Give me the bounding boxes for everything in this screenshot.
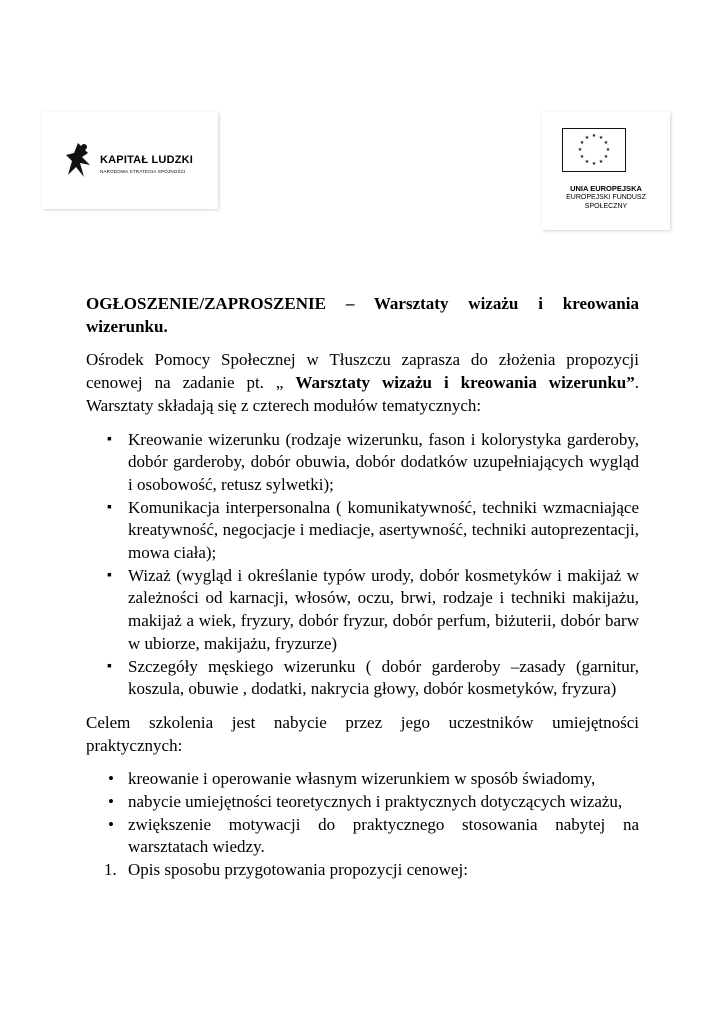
intro-paragraph [86,349,639,417]
module-item: ▪ Wizaż (wygląd i określanie typów urody, dobór kosmetyków i makijaż w zależności od karnacji, włosów, oczu, brwi, rodzaje i techniki makijażu, makijaż a wiek, fryzury, dobór fryzur, dobór perfum, biżuterii, dobór barw w ubiorze, makijażu, fryzurze) [86,565,639,656]
svg-text:★: ★ [584,135,590,141]
eu-line-2: EUROPEJSKI FUNDUSZ [566,194,646,201]
goal-item: • kreowanie i operowanie własnym wizerunkiem w sposób świadomy, [86,768,639,791]
eu-logo [542,112,670,230]
module-item: ▪ Kreowanie wizerunku (rodzaje wizerunku, fason i kolorystyka garderoby, dobór garderoby, dobór obuwia, dobór dodatków uzupełniających wygląd i osobowość, retusz sylwetki); [86,429,639,497]
goal-item: • zwiększenie motywacji do praktycznego stosowania nabytej na warsztatach wiedzy. [86,814,639,859]
svg-text:★: ★ [577,147,583,153]
svg-text:★: ★ [603,154,609,160]
goals-list [86,768,639,859]
kapital-ludzki-emblem-icon [64,141,92,181]
logo-left-subtitle: NARODOWA STRATEGIA SPÓJNOŚCI [100,169,186,174]
intro-text-2: . Warsztaty składają się z czterech modułów tematycznych: [86,373,639,415]
numbered-list [86,859,639,882]
logo-left-title: KAPITAŁ LUDZKI [100,154,194,166]
svg-text:★: ★ [591,133,597,139]
goal-paragraph: Celem szkolenia jest nabycie przez jego uczestników umiejętności praktycznych: [86,712,639,755]
goal-item: • nabycie umiejętności teoretycznych i praktycznych dotyczących wizażu, [86,791,639,814]
numbered-item [86,859,639,882]
svg-text:★: ★ [579,154,585,160]
svg-text:★: ★ [605,147,611,153]
eu-logo-text [542,184,670,211]
svg-text:★: ★ [598,159,604,165]
document-heading: OGŁOSZENIE/ZAPROSZENIE – Warsztaty wizażu i kreowania wizerunku. [86,294,639,336]
numbered-marker: 1. [104,860,117,880]
eu-flag-icon [562,128,626,172]
intro-text-1: Ośrodek Pomocy Społecznej w Tłuszczu zaprasza do złożenia propozycji cenowej na zadanie pt. „ [86,350,639,393]
module-item: ▪ Komunikacja interpersonalna ( komunikatywność, techniki wzmacniające kreatywność, negocjacje i mediacje, asertywność, techniki autoprezentacji, mowa ciała); [86,497,639,565]
document-body [86,287,639,882]
modules-list [86,429,639,701]
module-item: ▪ Szczegóły męskiego wizerunku ( dobór garderoby –zasady (garnitur, koszula, obuwie , dodatki, nakrycia głowy, dobór kosmetyków, fryzura) [86,656,639,701]
svg-text:★: ★ [584,159,590,165]
eu-line-3: SPOŁECZNY [584,203,628,210]
kapital-ludzki-logo [42,112,218,209]
eu-line-1: UNIA EUROPEJSKA [570,184,642,193]
svg-text:★: ★ [579,140,585,146]
numbered-item-text: Opis sposobu przygotowania propozycji cenowej: [128,860,468,880]
svg-text:★: ★ [591,161,597,167]
svg-text:★: ★ [598,135,604,141]
intro-title: Warsztaty wizażu i kreowania wizerunku” [295,373,635,393]
svg-text:★: ★ [603,140,609,146]
